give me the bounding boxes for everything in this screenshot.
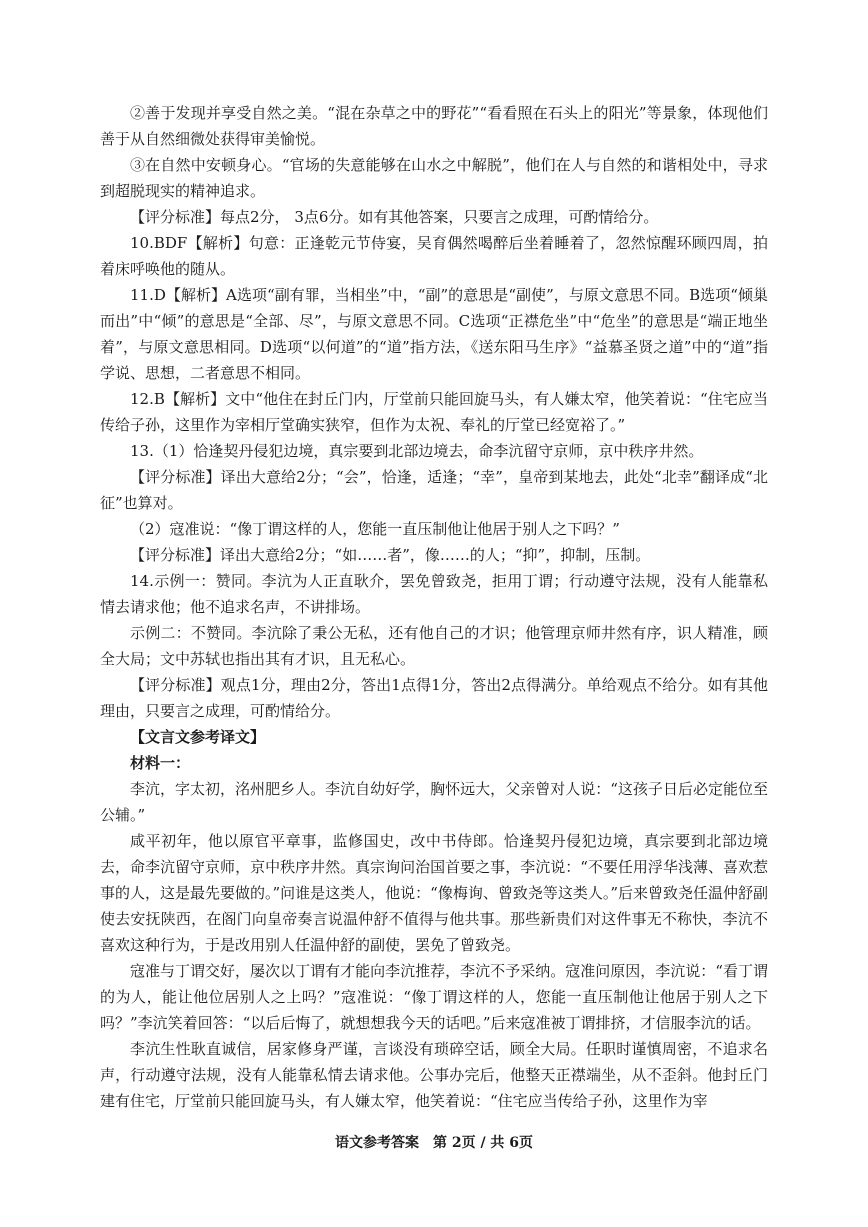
answer-13-2: （2）寇准说：“像丁谓这样的人，您能一直压制他让他居于别人之下吗？” <box>130 520 620 538</box>
paragraph-point-2: ②善于发现并享受自然之美。“混在杂草之中的野花”“看看照在石头上的阳光”等景象，体现他们善于从自然细微处获得审美愉悦。 <box>100 104 768 148</box>
page-footer: 语文参考答案 第 2页 / 共 6页 <box>334 1135 534 1151</box>
scoring-standard-13-2: 【评分标准】译出大意给2分；“如……者”，像……的人；“抑”，抑制，压制。 <box>130 546 651 564</box>
answer-14-example-2: 示例二：不赞同。李沆除了秉公无私，还有他自己的才识；他管理京师井然有序，识人精准，顾全大局；文中苏轼也指出其有才识，且无私心。 <box>100 624 768 668</box>
answer-13-1: 13.（1）恰逢契丹侵犯边境，真宗要到北部边境去，命李沆留守京师，京中秩序井然。 <box>130 442 704 460</box>
translation-paragraph-1: 李沆，字太初，洺州肥乡人。李沆自幼好学，胸怀远大，父亲曾对人说：“这孩子日后必定能位至公辅。” <box>100 780 768 824</box>
translation-heading: 【文言文参考译文】 <box>130 728 266 746</box>
translation-paragraph-3: 寇准与丁谓交好，屡次以丁谓有才能向李沆推荐，李沆不予采纳。寇准问原因，李沆说：“看丁谓的为人，能让他位居别人之上吗？”寇准说：“像丁谓这样的人，您能一直压制他让他居于别人之下吗？”李沆笑着回答：“以后后悔了，就想想我今天的话吧。”后来寇准被丁谓排挤，才信服李沆的话。 <box>100 962 768 1032</box>
translation-paragraph-4: 李沆生性耿直诚信，居家修身严谨，言谈没有琐碎空话，顾全大局。任职时谨慎周密，不追求名声，行动遵守法规，没有人能靠私情去请求他。公事办完后，他整天正襟端坐，从不歪斜。他封丘门建有住宅，厅堂前只能回旋马头，有人嫌太窄，他笑着说：“住宅应当传给子孙，这里作为宰 <box>100 1040 768 1110</box>
answer-12: 12.B【解析】文中“他住在封丘门内，厅堂前只能回旋马头，有人嫌太窄，他笑着说：“住宅应当传给子孙，这里作为宰相厅堂确实狭窄，但作为太祝、奉礼的厅堂已经宽裕了。” <box>100 390 768 434</box>
scoring-standard-13-1: 【评分标准】译出大意给2分；“会”，恰逢，适逢；“幸”，皇帝到某地去，此处“北幸”翻译成“北征”也算对。 <box>100 468 768 512</box>
material-one-heading: 材料一： <box>130 754 191 772</box>
answer-10: 10.BDF【解析】句意：正逢乾元节侍宴，吴育偶然喝醉后坐着睡着了，忽然惊醒环顾四周，拍着床呼唤他的随从。 <box>100 234 768 278</box>
scoring-standard-9: 【评分标准】每点2分， 3点6分。如有其他答案，只要言之成理，可酌情给分。 <box>130 208 659 226</box>
scoring-standard-14: 【评分标准】观点1分，理由2分，答出1点得1分，答出2点得满分。单给观点不给分。如有其他理由，只要言之成理，可酌情给分。 <box>100 676 768 720</box>
paragraph-point-3: ③在自然中安顿身心。“官场的失意能够在山水之中解脱”，他们在人与自然的和谐相处中，寻求到超脱现实的精神追求。 <box>100 156 768 200</box>
answer-11: 11.D【解析】A选项“副有罪，当相坐”中，“副”的意思是“副使”，与原文意思不同。B选项“倾巢而出”中“倾”的意思是“全部、尽”，与原文意思不同。C选项“正襟危坐”中“危坐”的意思是“端正地坐着”，与原文意思相同。D选项“以何道”的“道”指方法，《送东阳马生序》“益慕圣贤之道”中的“道”指学说、思想，二者意思不相同。 <box>100 286 768 382</box>
translation-paragraph-2: 咸平初年，他以原官平章事，监修国史，改中书侍郎。恰逢契丹侵犯边境，真宗要到北部边境去，命李沆留守京师，京中秩序井然。真宗询问治国首要之事，李沆说：“不要任用浮华浅薄、喜欢惹事的人，这是最先要做的。”问谁是这类人，他说：“像梅询、曾致尧等这类人。”后来曾致尧任温仲舒副使去安抚陕西，在阁门向皇帝奏言说温仲舒不值得与他共事。那些新贵们对这件事无不称快，李沆不喜欢这种行为，于是改用别人任温仲舒的副使，罢免了曾致尧。 <box>100 832 769 954</box>
answer-text-body <box>100 100 768 1114</box>
answer-14-example-1: 14.示例一：赞同。李沆为人正直耿介，罢免曾致尧，拒用丁谓；行动遵守法规，没有人能靠私情去请求他；他不追求名声，不讲排场。 <box>100 572 768 616</box>
